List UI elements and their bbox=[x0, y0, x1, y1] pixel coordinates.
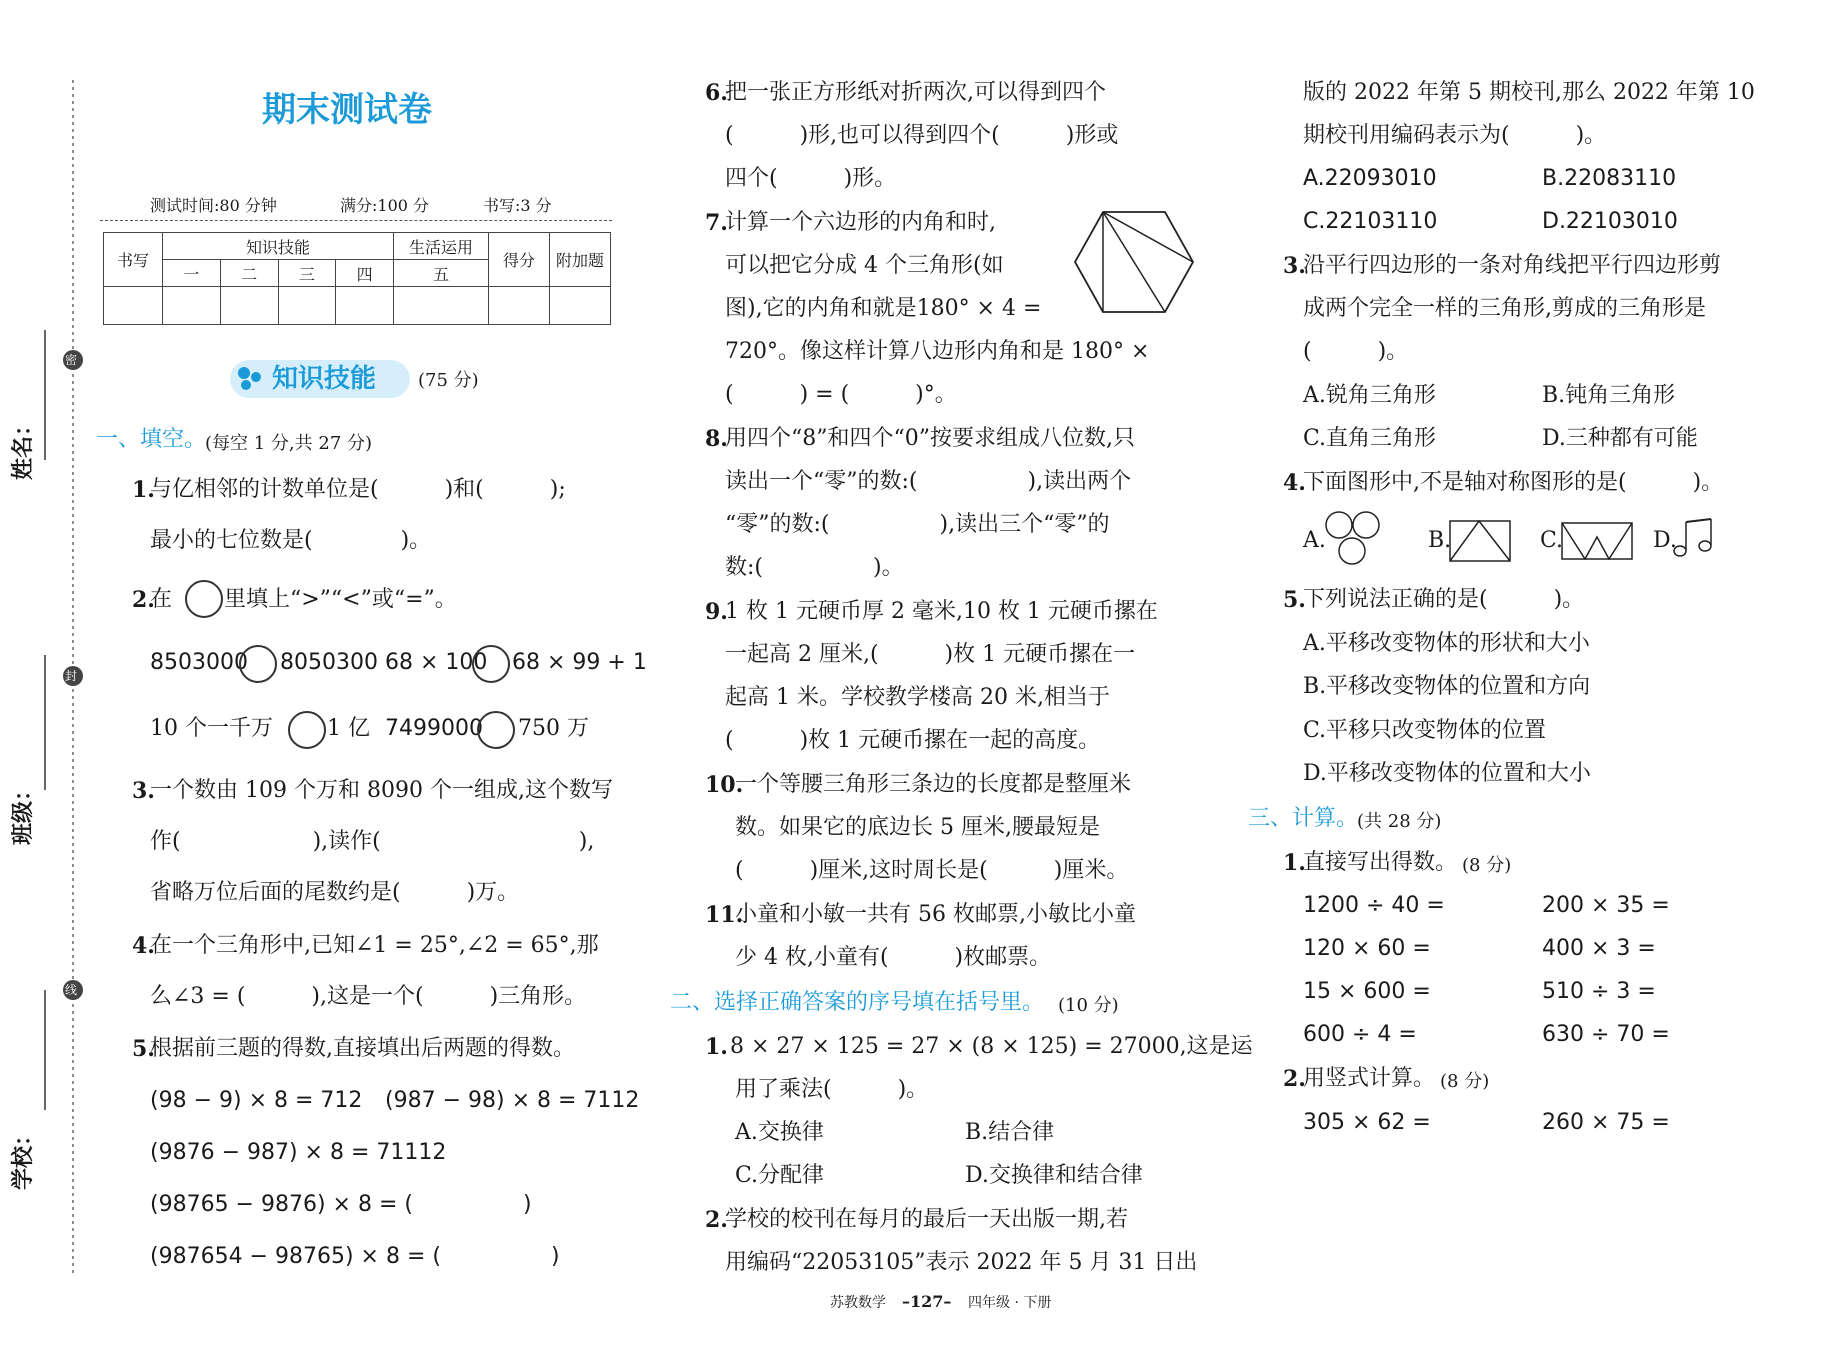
q2-a3: 68 × 100 bbox=[385, 650, 488, 675]
rect-triangle-icon bbox=[1449, 520, 1511, 562]
c5-option-d[interactable]: D.平移改变物体的位置和大小 bbox=[1303, 761, 1591, 786]
q5-eq-5: (987654 − 98765) × 8 = ( ) bbox=[150, 1244, 560, 1269]
c5-line-1: 下列说法正确的是( )。 bbox=[1303, 587, 1585, 612]
q5-number: 5. bbox=[132, 1036, 155, 1062]
seal-mark-mi: 密 bbox=[65, 353, 78, 367]
k1-eq-6: 510 ÷ 3 = bbox=[1542, 979, 1656, 1004]
name-label: 姓名： bbox=[10, 413, 36, 480]
compare-circle[interactable] bbox=[477, 711, 515, 749]
score-cell[interactable] bbox=[278, 287, 336, 325]
binding-margin bbox=[0, 0, 95, 1347]
section-badge bbox=[230, 360, 410, 398]
k1-eq-1: 1200 ÷ 40 = bbox=[1303, 893, 1445, 918]
meta-score: 满分:100 分 bbox=[340, 196, 430, 215]
c3-line-2: 成两个完全一样的三角形,剪成的三角形是 bbox=[1303, 296, 1706, 321]
q2-a4: 68 × 99 + 1 bbox=[512, 650, 647, 675]
q7-line-3: 图),它的内角和就是180° × 4 = bbox=[725, 296, 1042, 321]
score-cell[interactable] bbox=[336, 287, 394, 325]
q6-line-3: 四个( )形。 bbox=[725, 166, 897, 191]
music-note-icon bbox=[1672, 516, 1716, 560]
score-sub-5: 五 bbox=[394, 260, 489, 287]
q3-line-1: 一个数由 109 个万和 8090 个一组成,这个数写 bbox=[150, 778, 613, 803]
section-badge-label: 知识技能 bbox=[272, 364, 377, 394]
c2-number: 2. bbox=[705, 1207, 728, 1233]
k1-eq-5: 15 × 600 = bbox=[1303, 979, 1431, 1004]
q9-line-2: 一起高 2 厘米,( )枚 1 元硬币摞在一 bbox=[725, 642, 1136, 667]
k1-note: (8 分) bbox=[1462, 855, 1512, 876]
c1-option-d[interactable]: D.交换律和结合律 bbox=[965, 1163, 1143, 1188]
q2-a2: 8050300 bbox=[280, 650, 378, 675]
hexagon-figure bbox=[1072, 208, 1196, 316]
score-cell[interactable] bbox=[220, 287, 278, 325]
q5-line-1: 根据前三题的得数,直接填出后两题的得数。 bbox=[150, 1036, 575, 1061]
q9-line-4: ( )枚 1 元硬币摞在一起的高度。 bbox=[725, 728, 1101, 753]
score-sub-2: 二 bbox=[220, 260, 278, 287]
seal-mark-xian: 线 bbox=[65, 983, 78, 997]
q10-line-1: 一个等腰三角形三条边的长度都是整厘米 bbox=[735, 772, 1132, 797]
section-1-note: (每空 1 分,共 27 分) bbox=[205, 433, 373, 454]
q2-b2: 1 亿 bbox=[327, 716, 370, 741]
c5-option-b[interactable]: B.平移改变物体的位置和方向 bbox=[1303, 674, 1591, 699]
page-title: 期末测试卷 bbox=[262, 90, 432, 130]
c4-option-c[interactable]: C. bbox=[1540, 528, 1564, 553]
c5-option-a[interactable]: A.平移改变物体的形状和大小 bbox=[1303, 631, 1590, 656]
q2-number: 2. bbox=[132, 587, 155, 613]
section-3-title: 三、计算。 bbox=[1248, 806, 1359, 831]
k2-line-1: 用竖式计算。 bbox=[1303, 1066, 1436, 1091]
section-3-note: (共 28 分) bbox=[1357, 811, 1442, 832]
q6-line-2: ( )形,也可以得到四个( )形或 bbox=[725, 123, 1119, 148]
k2-note: (8 分) bbox=[1440, 1071, 1490, 1092]
q3-line-3: 省略万位后面的尾数约是( )万。 bbox=[150, 880, 520, 905]
score-cell[interactable] bbox=[163, 287, 221, 325]
c2-line-2: 用编码“22053105”表示 2022 年 5 月 31 日出 bbox=[725, 1250, 1198, 1275]
section-1-title: 一、填空。 bbox=[96, 427, 207, 452]
q2-a1: 8503000 bbox=[150, 650, 248, 675]
q2-line-a: 在 bbox=[150, 587, 173, 612]
c2-line-4: 期校刊用编码表示为( )。 bbox=[1303, 123, 1607, 148]
c3-option-b[interactable]: B.钝角三角形 bbox=[1542, 383, 1676, 408]
k1-line-1: 直接写出得数。 bbox=[1303, 850, 1458, 875]
page-number: –127– bbox=[902, 1292, 952, 1311]
q4-line-1: 在一个三角形中,已知∠1 = 25°,∠2 = 65°,那 bbox=[150, 933, 599, 958]
q7-line-1: 计算一个六边形的内角和时, bbox=[725, 210, 996, 235]
score-cell[interactable] bbox=[550, 287, 611, 325]
compare-circle[interactable] bbox=[472, 645, 510, 683]
c4-line-1: 下面图形中,不是轴对称图形的是( )。 bbox=[1303, 470, 1724, 495]
score-table bbox=[103, 232, 611, 325]
c2-option-b[interactable]: B.22083110 bbox=[1542, 166, 1677, 191]
c4-option-a[interactable]: A. bbox=[1303, 528, 1326, 553]
footer-subject: 苏教数学 bbox=[830, 1295, 886, 1311]
score-head-extra: 附加题 bbox=[550, 233, 611, 287]
score-sub-4: 四 bbox=[336, 260, 394, 287]
q2-b4: 750 万 bbox=[518, 716, 589, 741]
c5-option-c[interactable]: C.平移只改变物体的位置 bbox=[1303, 718, 1547, 743]
compare-circle[interactable] bbox=[185, 580, 223, 618]
c2-line-1: 学校的校刊在每月的最后一天出版一期,若 bbox=[725, 1207, 1128, 1232]
k1-eq-7: 600 ÷ 4 = bbox=[1303, 1022, 1417, 1047]
q6-number: 6. bbox=[705, 80, 728, 106]
score-sub-1: 一 bbox=[163, 260, 221, 287]
c3-option-c[interactable]: C.直角三角形 bbox=[1303, 426, 1437, 451]
q8-line-2: 读出一个“零”的数:( ),读出两个 bbox=[725, 469, 1132, 494]
k1-eq-4: 400 × 3 = bbox=[1542, 936, 1656, 961]
q1-line-2: 最小的七位数是( )。 bbox=[150, 528, 432, 553]
q7-number: 7. bbox=[705, 210, 728, 236]
q11-line-1: 小童和小敏一共有 56 枚邮票,小敏比小童 bbox=[735, 902, 1136, 927]
footer-grade: 四年级 · 下册 bbox=[968, 1295, 1052, 1311]
k1-number: 1. bbox=[1283, 850, 1306, 876]
q2-b1: 10 个一千万 bbox=[150, 716, 273, 741]
k2-eq-2: 260 × 75 = bbox=[1542, 1110, 1670, 1135]
c2-option-c[interactable]: C.22103110 bbox=[1303, 209, 1438, 234]
q2-line-b: 里填上“>”“<”或“=”。 bbox=[224, 587, 457, 612]
q8-line-3: “零”的数:( ),读出三个“零”的 bbox=[725, 512, 1110, 537]
c3-line-3: ( )。 bbox=[1303, 339, 1409, 364]
q8-line-4: 数:( )。 bbox=[725, 555, 904, 580]
c5-number: 5. bbox=[1283, 587, 1306, 613]
q9-line-3: 起高 1 米。学校教学楼高 20 米,相当于 bbox=[725, 685, 1110, 710]
compare-circle[interactable] bbox=[288, 711, 326, 749]
k1-eq-2: 200 × 35 = bbox=[1542, 893, 1670, 918]
score-head-writing: 书写 bbox=[104, 233, 163, 287]
q3-line-2: 作( ),读作( ), bbox=[150, 829, 595, 854]
k1-eq-3: 120 × 60 = bbox=[1303, 936, 1431, 961]
score-head-skills: 知识技能 bbox=[163, 233, 394, 260]
q10-number: 10. bbox=[705, 772, 744, 798]
q11-line-2: 少 4 枚,小童有( )枚邮票。 bbox=[735, 945, 1052, 970]
c2-option-a[interactable]: A.22093010 bbox=[1303, 166, 1437, 191]
q4-number: 4. bbox=[132, 933, 155, 959]
school-label: 学校： bbox=[10, 1123, 36, 1190]
score-head-total: 得分 bbox=[489, 233, 550, 287]
q3-number: 3. bbox=[132, 778, 155, 804]
c1-option-c[interactable]: C.分配律 bbox=[735, 1163, 825, 1188]
section-2-note: (10 分) bbox=[1058, 995, 1119, 1016]
c4-option-b[interactable]: B. bbox=[1428, 528, 1452, 553]
meta-divider bbox=[100, 220, 612, 221]
meta-writing: 书写:3 分 bbox=[483, 196, 552, 215]
q8-line-1: 用四个“8”和四个“0”按要求组成八位数,只 bbox=[725, 426, 1135, 451]
c3-option-d[interactable]: D.三种都有可能 bbox=[1542, 426, 1698, 451]
dots-icon bbox=[236, 364, 266, 394]
c4-option-d[interactable]: D. bbox=[1653, 528, 1677, 553]
q5-eq-4: (98765 − 9876) × 8 = ( ) bbox=[150, 1192, 532, 1217]
section-2-title: 二、选择正确答案的序号填在括号里。 bbox=[670, 990, 1045, 1015]
score-head-life: 生活运用 bbox=[394, 233, 489, 260]
q10-line-3: ( )厘米,这时周长是( )厘米。 bbox=[735, 858, 1129, 883]
compare-circle[interactable] bbox=[239, 645, 277, 683]
three-circles-icon bbox=[1325, 510, 1383, 568]
c2-option-d[interactable]: D.22103010 bbox=[1542, 209, 1678, 234]
rect-m-icon bbox=[1561, 522, 1633, 560]
c1-number: 1. bbox=[705, 1034, 728, 1060]
seal-mark-feng: 封 bbox=[65, 669, 78, 683]
score-cell[interactable] bbox=[394, 287, 489, 325]
score-sub-3: 三 bbox=[278, 260, 336, 287]
c1-option-b[interactable]: B.结合律 bbox=[965, 1120, 1055, 1145]
q8-number: 8. bbox=[705, 426, 728, 452]
q2-b3: 7499000 bbox=[385, 716, 483, 741]
score-cell[interactable] bbox=[104, 287, 163, 325]
q11-number: 11. bbox=[705, 902, 744, 928]
q7-line-2: 可以把它分成 4 个三角形(如 bbox=[725, 253, 1004, 278]
q5-eq-1: (98 − 9) × 8 = 712 bbox=[150, 1088, 363, 1113]
q9-line-1: 1 枚 1 元硬币厚 2 毫米,10 枚 1 元硬币摞在 bbox=[725, 599, 1158, 624]
section-badge-points: (75 分) bbox=[418, 370, 479, 391]
c2-line-3: 版的 2022 年第 5 期校刊,那么 2022 年第 10 bbox=[1303, 80, 1755, 105]
c1-line-2: 用了乘法( )。 bbox=[735, 1077, 929, 1102]
q10-line-2: 数。如果它的底边长 5 厘米,腰最短是 bbox=[735, 815, 1100, 840]
q9-number: 9. bbox=[705, 599, 728, 625]
q1-line-1: 与亿相邻的计数单位是( )和( ); bbox=[150, 477, 566, 502]
q4-line-2: 么∠3 = ( ),这是一个( )三角形。 bbox=[150, 984, 587, 1009]
k2-number: 2. bbox=[1283, 1066, 1306, 1092]
c3-number: 3. bbox=[1283, 253, 1306, 279]
class-label: 班级： bbox=[10, 778, 36, 845]
q7-line-5: ( ) = ( )°。 bbox=[725, 382, 957, 407]
score-cell[interactable] bbox=[489, 287, 550, 325]
k1-eq-8: 630 ÷ 70 = bbox=[1542, 1022, 1670, 1047]
q6-line-1: 把一张正方形纸对折两次,可以得到四个 bbox=[725, 80, 1106, 105]
c3-option-a[interactable]: A.锐角三角形 bbox=[1303, 383, 1436, 408]
c1-option-a[interactable]: A.交换律 bbox=[735, 1120, 824, 1145]
q1-number: 1. bbox=[132, 477, 155, 503]
meta-time: 测试时间:80 分钟 bbox=[150, 196, 277, 215]
q5-eq-3: (9876 − 987) × 8 = 71112 bbox=[150, 1140, 447, 1165]
c4-number: 4. bbox=[1283, 470, 1306, 496]
k2-eq-1: 305 × 62 = bbox=[1303, 1110, 1431, 1135]
q7-line-4: 720°。像这样计算八边形内角和是 180° × bbox=[725, 339, 1150, 364]
c1-line-1: 8 × 27 × 125 = 27 × (8 × 125) = 27000,这是运 bbox=[730, 1034, 1253, 1059]
c3-line-1: 沿平行四边形的一条对角线把平行四边形剪 bbox=[1303, 253, 1722, 278]
q5-eq-2: (987 − 98) × 8 = 7112 bbox=[385, 1088, 640, 1113]
